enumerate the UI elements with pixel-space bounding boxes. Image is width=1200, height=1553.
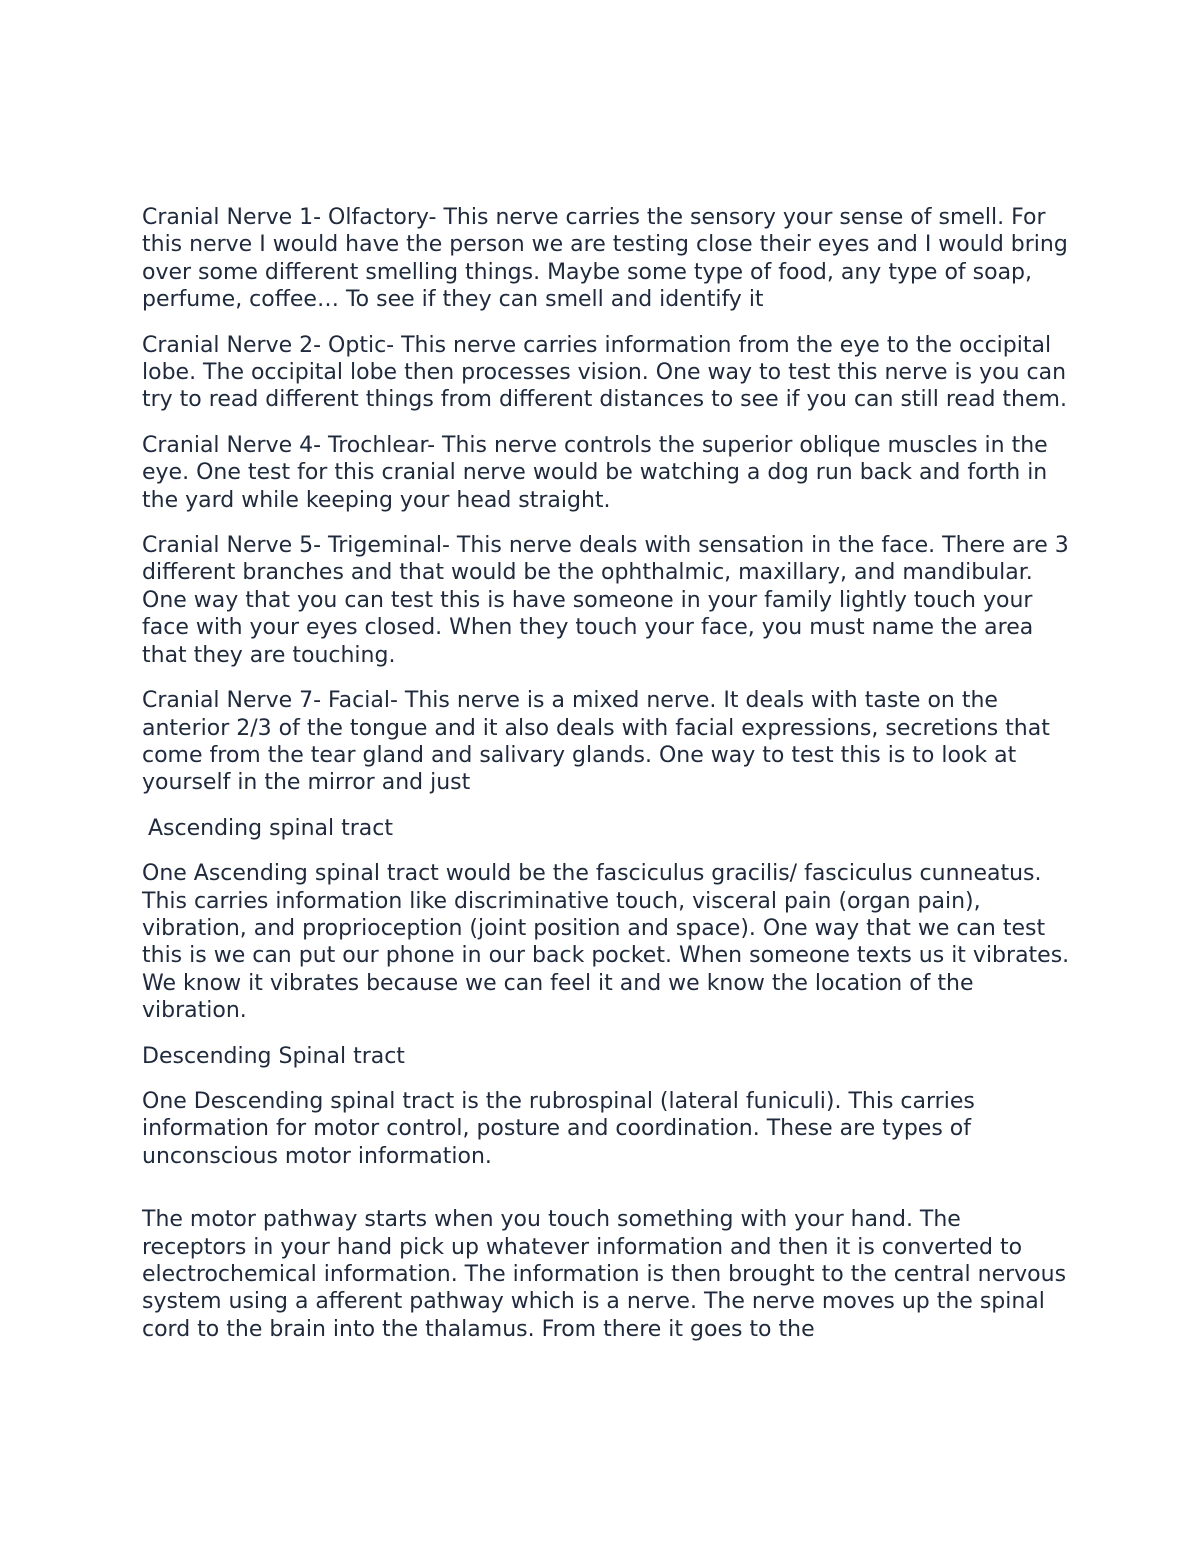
paragraph-cranial-nerve-1: Cranial Nerve 1- Olfactory- This nerve carries the sensory your sense of smell. For this nerve I would have the person we are testing close their eyes and I would bring over some different smelling things. Maybe some type of food, any type of soap, perfume, coffee… To see if they can smell and identify it — [142, 205, 1068, 313]
paragraph-ascending-spinal-tract: One Ascending spinal tract would be the fasciculus gracilis/ fasciculus cunneatus. This carries information like discriminative touch, visceral pain (organ pain), vibration, and proprioception (joint position and space). One way that we can test this is we can put our phone in our back pocket. When someone texts us it vibrates. We know it vibrates because we can feel it and we know the location of the vibration. — [142, 861, 1070, 1024]
paragraph-motor-pathway: The motor pathway starts when you touch something with your hand. The receptors in your hand pick up whatever information and then it is converted to electrochemical information. The information is then brought to the central nervous system using a afferent pathway which is a nerve. The nerve moves up the spinal cord to the brain into the thalamus. From there it goes to the — [142, 1207, 1067, 1342]
paragraph-cranial-nerve-4: Cranial Nerve 4- Trochlear- This nerve controls the superior oblique muscles in the eye. One test for this cranial nerve would be watching a dog run back and forth in the yard while keeping your head straight. — [142, 432, 1048, 513]
paragraph-cranial-nerve-2: Cranial Nerve 2- Optic- This nerve carries information from the eye to the occipital lobe. The occipital lobe then processes vision. One way to test this nerve is you can try to read different things from different distances to see if you can still read them. — [142, 332, 1067, 413]
heading-descending-spinal-tract: Descending Spinal tract — [142, 1043, 405, 1069]
paragraph-cranial-nerve-5: Cranial Nerve 5- Trigeminal- This nerve deals with sensation in the face. There are 3 different branches and that would be the ophthalmic, maxillary, and mandibular. One way that you can test this is have someone in your family lightly touch your face with your eyes closed. When they touch your face, you must name the area that they are touching. — [142, 533, 1069, 668]
document-body — [142, 204, 1072, 1361]
paragraph-cranial-nerve-7: Cranial Nerve 7- Facial- This nerve is a mixed nerve. It deals with taste on the anterior 2/3 of the tongue and it also deals with facial expressions, secretions that come from the tear gland and salivary glands. One way to test this is to look at yourself in the mirror and just — [142, 688, 1050, 796]
heading-ascending-spinal-tract: Ascending spinal tract — [148, 815, 394, 841]
paragraph-descending-spinal-tract: One Descending spinal tract is the rubrospinal (lateral funiculi). This carries information for motor control, posture and coordination. These are types of unconscious motor information. — [142, 1088, 975, 1169]
